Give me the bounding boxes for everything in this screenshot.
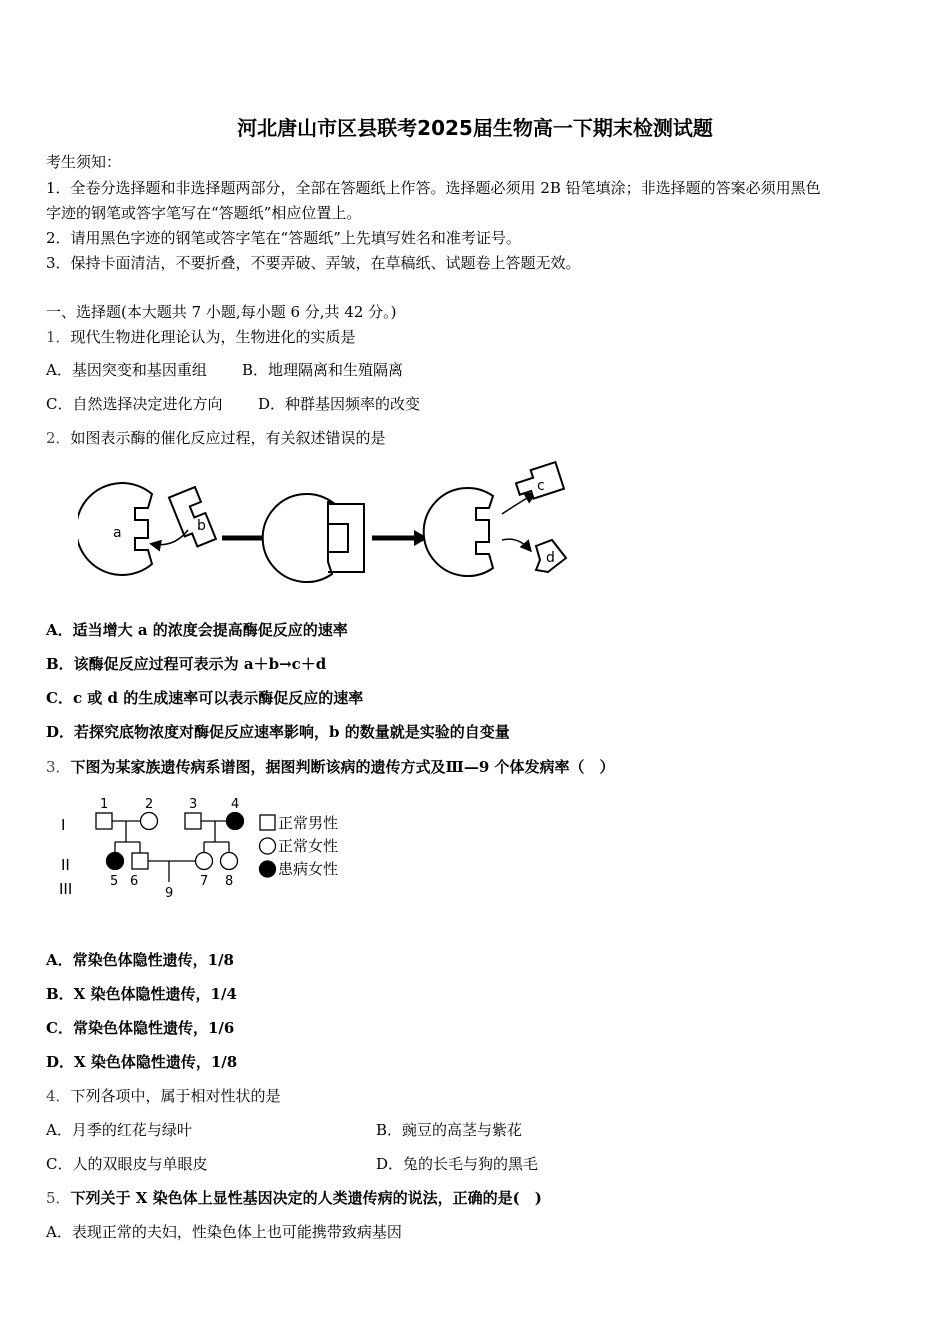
id-2: 2 [145, 797, 154, 812]
q5-option-a[interactable]: A．表现正常的夫妇，性染色体上也可能携带致病基因 [46, 1223, 402, 1241]
generation-label-2: II [61, 856, 70, 874]
enzyme-substrate-complex [263, 494, 332, 582]
free-enzyme-shape [424, 488, 493, 576]
notice-heading: 考生须知： [46, 153, 122, 171]
product-d-arrow [502, 539, 530, 550]
legend-male-symbol [260, 815, 275, 830]
q4-option-d[interactable]: D．兔的长毛与狗的黑毛 [376, 1155, 539, 1173]
question-4-stem: 下列各项中，属于相对性状的是 [70, 1087, 281, 1105]
question-1-stem: 现代生物进化理论认为，生物进化的实质是 [70, 328, 356, 346]
q2-option-c[interactable]: C．c 或 d 的生成速率可以表示酶促反应的速率 [46, 689, 364, 707]
notice-line-2: 2．请用黑色字迹的钢笔或答字笔在“答题纸”上先填写姓名和准考证号。 [46, 229, 521, 247]
individual-4 [227, 813, 244, 830]
notice-line-3: 3．保持卡面清洁，不要折叠，不要弄破、弄皱，在草稿纸、试题卷上答题无效。 [46, 254, 581, 272]
enzyme-reaction-figure [78, 458, 578, 594]
individual-2 [141, 813, 158, 830]
q1-option-d[interactable]: D．种群基因频率的改变 [258, 395, 421, 413]
q1-option-b[interactable]: B．地理隔离和生殖隔离 [242, 361, 404, 379]
question-4-number: 4． [46, 1087, 71, 1105]
generation-label-3: III [59, 880, 73, 898]
id-4: 4 [231, 797, 240, 812]
q4-option-c[interactable]: C．人的双眼皮与单眼皮 [46, 1155, 208, 1173]
individual-1 [96, 813, 112, 829]
question-1-number: 1． [46, 328, 71, 346]
id-8: 8 [225, 874, 234, 889]
notice-line-1a: 1．全卷分选择题和非选择题两部分，全部在答题纸上作答。选择题必须用 2B 铅笔填涂；非选择题的答案必须用黑色 [46, 179, 821, 197]
q1-option-a[interactable]: A．基因突变和基因重组 [46, 361, 207, 379]
individual-6 [132, 853, 148, 869]
legend-female-symbol [260, 838, 276, 854]
legend-male: 正常男性 [278, 814, 339, 832]
product-c-arrow [502, 494, 534, 514]
question-5 [46, 1188, 542, 1208]
label-a: a [113, 525, 122, 541]
id-1: 1 [100, 797, 109, 812]
question-5-number: 5． [46, 1189, 71, 1207]
section-heading: 一、选择题(本大题共 7 小题,每小题 6 分,共 42 分。) [46, 303, 397, 321]
q2-option-d[interactable]: D．若探究底物浓度对酶促反应速率影响，b 的数量就是实验的自变量 [46, 723, 510, 741]
id-9: 9 [165, 886, 174, 901]
pedigree-chart [52, 794, 362, 904]
individual-7 [196, 853, 213, 870]
q3-option-a[interactable]: A．常染色体隐性遗传，1/8 [46, 951, 234, 969]
question-2 [46, 428, 386, 448]
individual-3 [185, 813, 201, 829]
q4-option-a[interactable]: A．月季的红花与绿叶 [46, 1121, 192, 1139]
question-3-number: 3． [46, 758, 71, 776]
page-title: 河北唐山市区县联考2025届生物高一下期末检测试题 [237, 116, 713, 140]
question-5-stem: 下列关于 X 染色体上显性基因决定的人类遗传病的说法，正确的是( ) [70, 1189, 542, 1207]
label-d: d [546, 550, 555, 566]
individual-8 [221, 853, 238, 870]
q3-option-c[interactable]: C．常染色体隐性遗传，1/6 [46, 1019, 235, 1037]
individual-5 [107, 853, 124, 870]
id-7: 7 [200, 874, 209, 889]
question-3-stem: 下图为某家族遗传病系谱图，据图判断该病的遗传方式及Ⅲ—9 个体发病率（ ） [70, 758, 615, 776]
question-1 [46, 327, 356, 347]
label-b: b [197, 518, 206, 534]
q2-option-b[interactable]: B．该酶促反应过程可表示为 a＋b→c＋d [46, 655, 327, 673]
q3-option-d[interactable]: D．X 染色体隐性遗传，1/8 [46, 1053, 238, 1071]
question-4 [46, 1086, 281, 1106]
legend-affected: 患病女性 [278, 860, 339, 878]
id-5: 5 [110, 874, 119, 889]
q3-option-b[interactable]: B．X 染色体隐性遗传，1/4 [46, 985, 237, 1003]
legend-female: 正常女性 [278, 837, 339, 855]
q2-option-a[interactable]: A．适当增大 a 的浓度会提高酶促反应的速率 [46, 621, 348, 639]
question-2-stem: 如图表示酶的催化反应过程，有关叙述错误的是 [70, 429, 386, 447]
q4-option-b[interactable]: B．豌豆的高茎与紫花 [376, 1121, 523, 1139]
question-3 [46, 757, 614, 777]
legend-affected-symbol [260, 861, 276, 877]
generation-label-1: I [61, 816, 66, 834]
question-2-number: 2． [46, 429, 71, 447]
label-c: c [537, 478, 545, 494]
notice-line-1b: 字迹的钢笔或答字笔写在“答题纸”相应位置上。 [46, 204, 362, 222]
bound-substrate [328, 504, 364, 572]
id-6: 6 [130, 874, 139, 889]
id-3: 3 [189, 797, 198, 812]
q1-option-c[interactable]: C．自然选择决定进化方向 [46, 395, 223, 413]
